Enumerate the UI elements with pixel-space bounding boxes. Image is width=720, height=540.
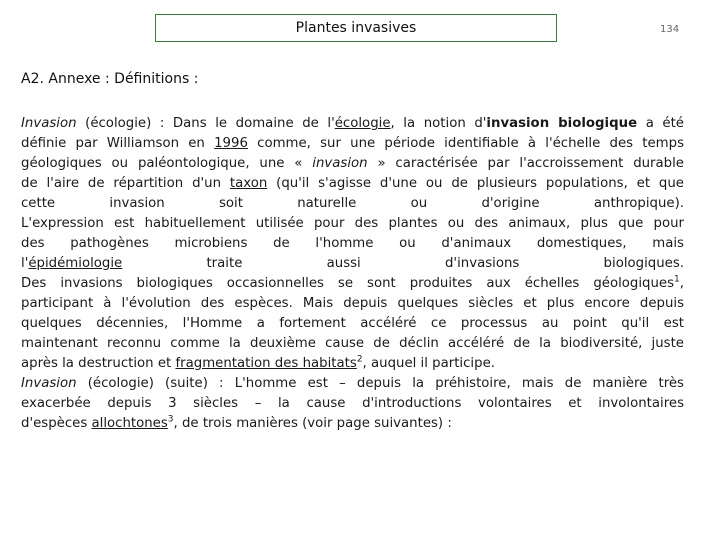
text-span: participant à l'évolution des espèces. Mais depuis quelques siècles et plus encore depuis bbox=[21, 296, 684, 311]
text-span: de l'aire de répartition d'un bbox=[21, 176, 230, 191]
text-line bbox=[21, 334, 684, 354]
text-span: exacerbée depuis 3 siècles – la cause d'introductions volontaires et involontaires bbox=[21, 396, 684, 411]
text-span: comme, sur une période identifiable à l'échelle des temps bbox=[247, 136, 684, 151]
text-line bbox=[21, 134, 684, 154]
text-span: , bbox=[679, 276, 684, 291]
text-span: (écologie) : Dans le domaine de l' bbox=[76, 116, 335, 131]
title-box bbox=[155, 14, 557, 42]
text-span: (qu'il s'agisse d'une ou de plusieurs populations, et que bbox=[267, 176, 684, 191]
term-heading: invasion bbox=[312, 156, 368, 171]
text-span: cette invasion soit naturelle ou d'origine anthropique). bbox=[21, 196, 684, 211]
text-span: définie par Williamson en bbox=[21, 136, 215, 151]
term-link[interactable]: allochtones bbox=[91, 416, 168, 431]
footnote-ref[interactable]: 2 bbox=[356, 354, 363, 365]
text-span: » caractérisée par l'accroissement durable bbox=[367, 156, 684, 171]
text-line bbox=[21, 314, 684, 334]
text-span: (écologie) (suite) : L'homme est – depuis la préhistoire, mais de manière très bbox=[76, 376, 684, 391]
emphasis-text: invasion biologique bbox=[486, 116, 638, 131]
text-span: quelques décennies, l'Homme a fortement accéléré ce processus au point qu'il est bbox=[21, 316, 684, 331]
text-line bbox=[21, 394, 684, 414]
text-line bbox=[21, 354, 684, 374]
text-span: des pathogènes microbiens de l'homme ou d'animaux domestiques, mais bbox=[21, 236, 684, 251]
text-line bbox=[21, 154, 684, 174]
text-span: Des invasions biologiques occasionnelles se sont produites aux échelles géologiques bbox=[21, 276, 675, 291]
text-line bbox=[21, 274, 684, 294]
text-line bbox=[21, 174, 684, 194]
footnote-ref[interactable]: 3 bbox=[167, 414, 174, 425]
term-link[interactable]: fragmentation des habitats bbox=[175, 356, 357, 371]
term-heading: Invasion bbox=[21, 376, 77, 391]
text-line bbox=[21, 194, 684, 214]
term-heading: Invasion bbox=[21, 116, 77, 131]
text-line bbox=[21, 214, 684, 234]
text-line bbox=[21, 114, 684, 134]
text-line bbox=[21, 254, 684, 274]
page-title: Plantes invasives bbox=[295, 20, 417, 36]
page-number: 134 bbox=[660, 24, 680, 35]
text-line bbox=[21, 374, 684, 394]
text-span: l' bbox=[21, 256, 29, 271]
term-link[interactable]: taxon bbox=[229, 176, 268, 191]
text-span: , auquel il participe. bbox=[362, 356, 495, 371]
text-line bbox=[21, 234, 684, 254]
term-link[interactable]: épidémiologie bbox=[28, 256, 123, 271]
text-span: d'espèces bbox=[21, 416, 92, 431]
text-span: L'expression est habituellement utilisée pour des plantes ou des animaux, plus que pour bbox=[21, 216, 684, 231]
text-line bbox=[21, 414, 684, 434]
text-span: traite aussi d'invasions biologiques. bbox=[122, 256, 684, 271]
text-span: , la notion d' bbox=[390, 116, 487, 131]
text-span: géologiques ou paléontologique, une « bbox=[21, 156, 313, 171]
section-heading: A2. Annexe : Définitions : bbox=[21, 71, 199, 87]
footnote-ref[interactable]: 1 bbox=[674, 274, 680, 285]
definitions-body bbox=[21, 114, 684, 434]
text-line bbox=[21, 294, 684, 314]
term-link[interactable]: 1996 bbox=[214, 136, 248, 151]
text-span: maintenant reconnu comme la deuxième cause de déclin accéléré de la biodiversité, juste bbox=[21, 336, 684, 351]
text-span: , de trois manières (voir page suivantes) : bbox=[173, 416, 452, 431]
text-span: a été bbox=[637, 116, 684, 131]
term-link[interactable]: écologie bbox=[334, 116, 391, 131]
text-span: après la destruction et bbox=[21, 356, 176, 371]
